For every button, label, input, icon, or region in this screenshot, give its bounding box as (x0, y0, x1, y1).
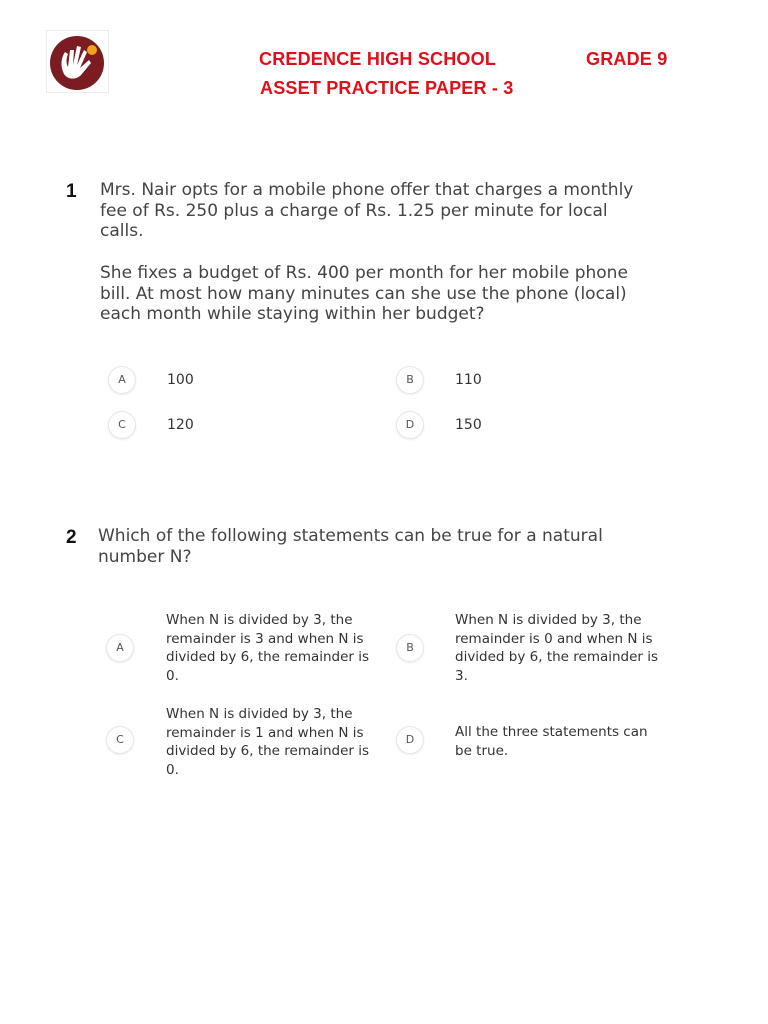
option-a-button[interactable]: A (106, 634, 134, 662)
option-b-text (455, 611, 680, 685)
question-line: number N? (98, 546, 192, 567)
option-line: remainder is 3 and when N is (166, 630, 364, 647)
question-line: each month while staying within her budget? (100, 304, 485, 324)
question-line: Mrs. Nair opts for a mobile phone offer that charges a monthly (100, 180, 634, 200)
grade-label: GRADE 9 (586, 49, 668, 69)
school-name: CREDENCE HIGH SCHOOL (259, 49, 497, 69)
question-line: She fixes a budget of Rs. 400 per month for her mobile phone (100, 263, 628, 283)
option-b-button[interactable]: B (396, 366, 424, 394)
option-a-button[interactable]: A (108, 366, 136, 394)
question-line: bill. At most how many minutes can she use the phone (local) (100, 283, 627, 304)
option-d-button[interactable]: D (396, 411, 424, 439)
option-line: remainder is 1 and when N is (166, 724, 364, 741)
question-number: 2 (66, 527, 77, 548)
option-d-button[interactable]: D (396, 726, 424, 754)
question-text-part-2 (100, 263, 628, 325)
question-line: Which of the following statements can be true for a natural (98, 526, 603, 546)
option-b-text: 110 (455, 372, 482, 388)
option-a-text (166, 611, 391, 685)
option-c-text: 120 (167, 417, 194, 433)
option-a-text: 100 (167, 372, 194, 388)
hand-logo-icon (46, 30, 109, 93)
option-d-text (455, 723, 680, 760)
question-text (100, 180, 633, 242)
option-line: 0. (166, 667, 179, 684)
option-c-button[interactable]: C (108, 411, 136, 439)
option-c-button[interactable]: C (106, 726, 134, 754)
option-line: divided by 6, the remainder is (166, 649, 370, 665)
option-line: remainder is 0 and when N is (455, 630, 653, 647)
option-line: be true. (455, 742, 509, 759)
paper-title: ASSET PRACTICE PAPER - 3 (260, 78, 514, 98)
question-text (98, 526, 603, 567)
question-line: calls. (100, 221, 144, 241)
option-d-text: 150 (455, 417, 482, 433)
option-line: When N is divided by 3, the (455, 612, 642, 628)
option-line: divided by 6, the remainder is (455, 649, 659, 665)
question-number: 1 (66, 181, 77, 202)
option-line: When N is divided by 3, the (166, 612, 353, 628)
school-logo (46, 30, 109, 93)
option-line: When N is divided by 3, the (166, 706, 353, 722)
option-b-button[interactable]: B (396, 634, 424, 662)
option-line: 0. (166, 761, 179, 778)
option-line: All the three statements can (455, 724, 648, 740)
option-c-text (166, 705, 391, 779)
option-line: 3. (455, 667, 468, 684)
question-line: fee of Rs. 250 plus a charge of Rs. 1.25 per minute for local (100, 200, 608, 221)
option-line: divided by 6, the remainder is (166, 743, 370, 759)
